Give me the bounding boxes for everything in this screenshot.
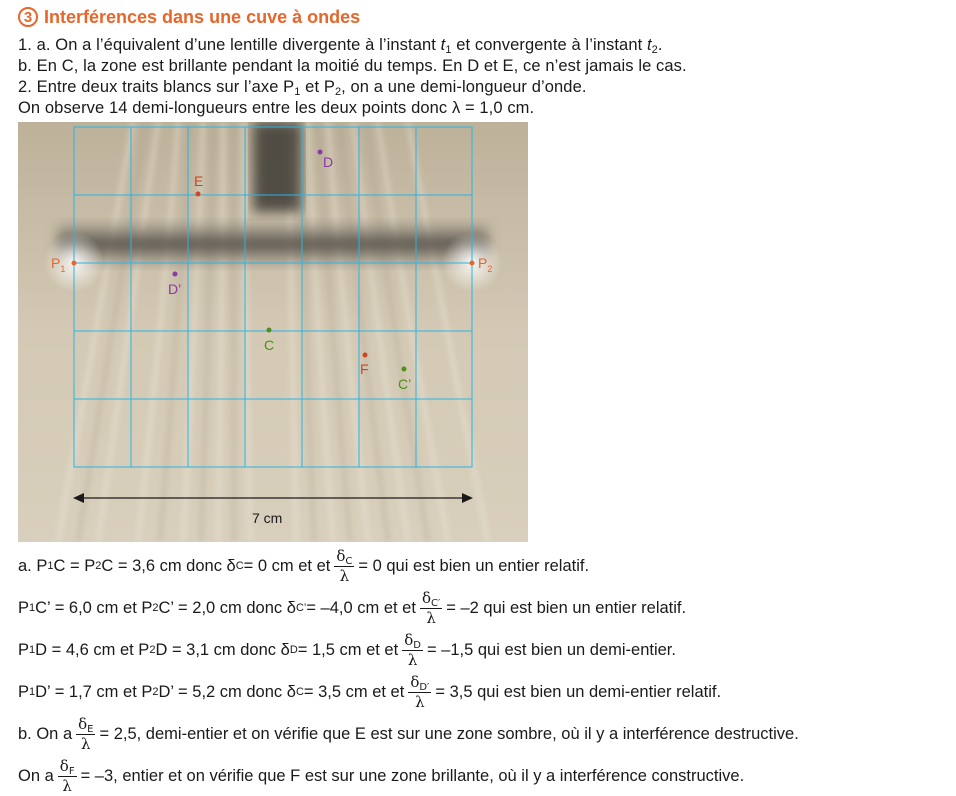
point-p2-label: $P_2$	[478, 255, 493, 274]
answer-b-line-2: On a $\frac{\delta_F}{\lambda}$ = –3, entier et on vérifie que F est sur une zone brillante, où il y a interférence constructive.	[18, 756, 745, 795]
fraction-delta-d-prime: $\frac{\delta_{D'}}{\lambda}$	[410, 672, 430, 711]
intro-line-3: 2. Entre deux traits blancs sur l’axe $P_1$ et $P_2$, on a une demi-longueur d’onde.	[18, 78, 587, 98]
exercise-title-text: Interférences dans une cuve à ondes	[44, 6, 361, 27]
point-p2	[470, 261, 475, 266]
point-f	[363, 353, 368, 358]
point-d	[318, 150, 323, 155]
exercise-number-badge: 3	[18, 7, 38, 27]
exercise-title	[18, 4, 360, 30]
answer-a-line-3: P 1 D = 4,6 cm et P 2 D = 3,1 cm donc δ D = 1,5 cm et et $\frac{\delta_D}{\lambda}$ = –1,5 qui est bien un demi-entier.	[18, 630, 676, 669]
vertical-rod-shadow	[253, 122, 301, 212]
fraction-delta-c-prime: $\frac{\delta_{C'}}{\lambda}$	[421, 588, 441, 627]
answer-a-line-2: P 1 C’ = 6,0 cm et P 2 C’ = 2,0 cm donc δ C’ = –4,0 cm et et $\frac{\delta_{C'}}{\lambda}$ = –2 qui est bien un entier relatif.	[18, 588, 687, 627]
answer-a-line-4: P 1 D’ = 1,7 cm et P 2 D’ = 5,2 cm donc δ C = 3,5 cm et et $\frac{\delta_{D'}}{\lambda}$ = 3,5 qui est bien un demi-entier relatif.	[18, 672, 722, 711]
answer-a-line-1: a. P 1 C = P 2 C = 3,6 cm donc δ C = 0 cm et et $\frac{\delta_C}{\lambda}$ = 0 qui est bien un entier relatif.	[18, 546, 590, 585]
ripple-tank-photo	[18, 122, 528, 542]
fraction-delta-c: $\frac{\delta_C}{\lambda}$	[336, 546, 353, 585]
fraction-delta-e: $\frac{\delta_E}{\lambda}$	[78, 714, 94, 753]
horizontal-bar-shadow	[58, 222, 488, 266]
point-e-label: E	[194, 173, 204, 189]
point-c-prime-label: C’	[398, 376, 412, 392]
point-c-prime	[402, 367, 407, 372]
scale-label: 7 cm	[252, 510, 283, 526]
intro-line-4: On observe 14 demi-longueurs entre les deux points donc λ = 1,0 cm.	[18, 99, 535, 117]
point-p1	[72, 261, 77, 266]
point-c	[267, 328, 272, 333]
point-e	[196, 192, 201, 197]
fraction-delta-f: $\frac{\delta_F}{\lambda}$	[59, 756, 75, 795]
point-f-label: F	[360, 361, 369, 377]
point-d-prime-label: D’	[168, 281, 182, 297]
point-p1-label: $P_1$	[51, 255, 66, 274]
point-d-label: D	[323, 154, 334, 170]
point-d-prime	[173, 272, 178, 277]
fraction-delta-d: $\frac{\delta_D}{\lambda}$	[404, 630, 421, 669]
answer-b-line-1: b. On a $\frac{\delta_E}{\lambda}$ = 2,5, demi-entier et on vérifie que E est sur une zone sombre, où il y a interférence destructive.	[18, 714, 799, 753]
intro-line-2: b. En C, la zone est brillante pendant la moitié du temps. En D et E, ce n’est jamais le cas.	[18, 57, 687, 75]
intro-line-1: 1. a. On a l’équivalent d’une lentille divergente à l’instant $t_1$ et convergente à l’instant $t_2$.	[18, 36, 663, 56]
point-c-label: C	[264, 337, 275, 353]
